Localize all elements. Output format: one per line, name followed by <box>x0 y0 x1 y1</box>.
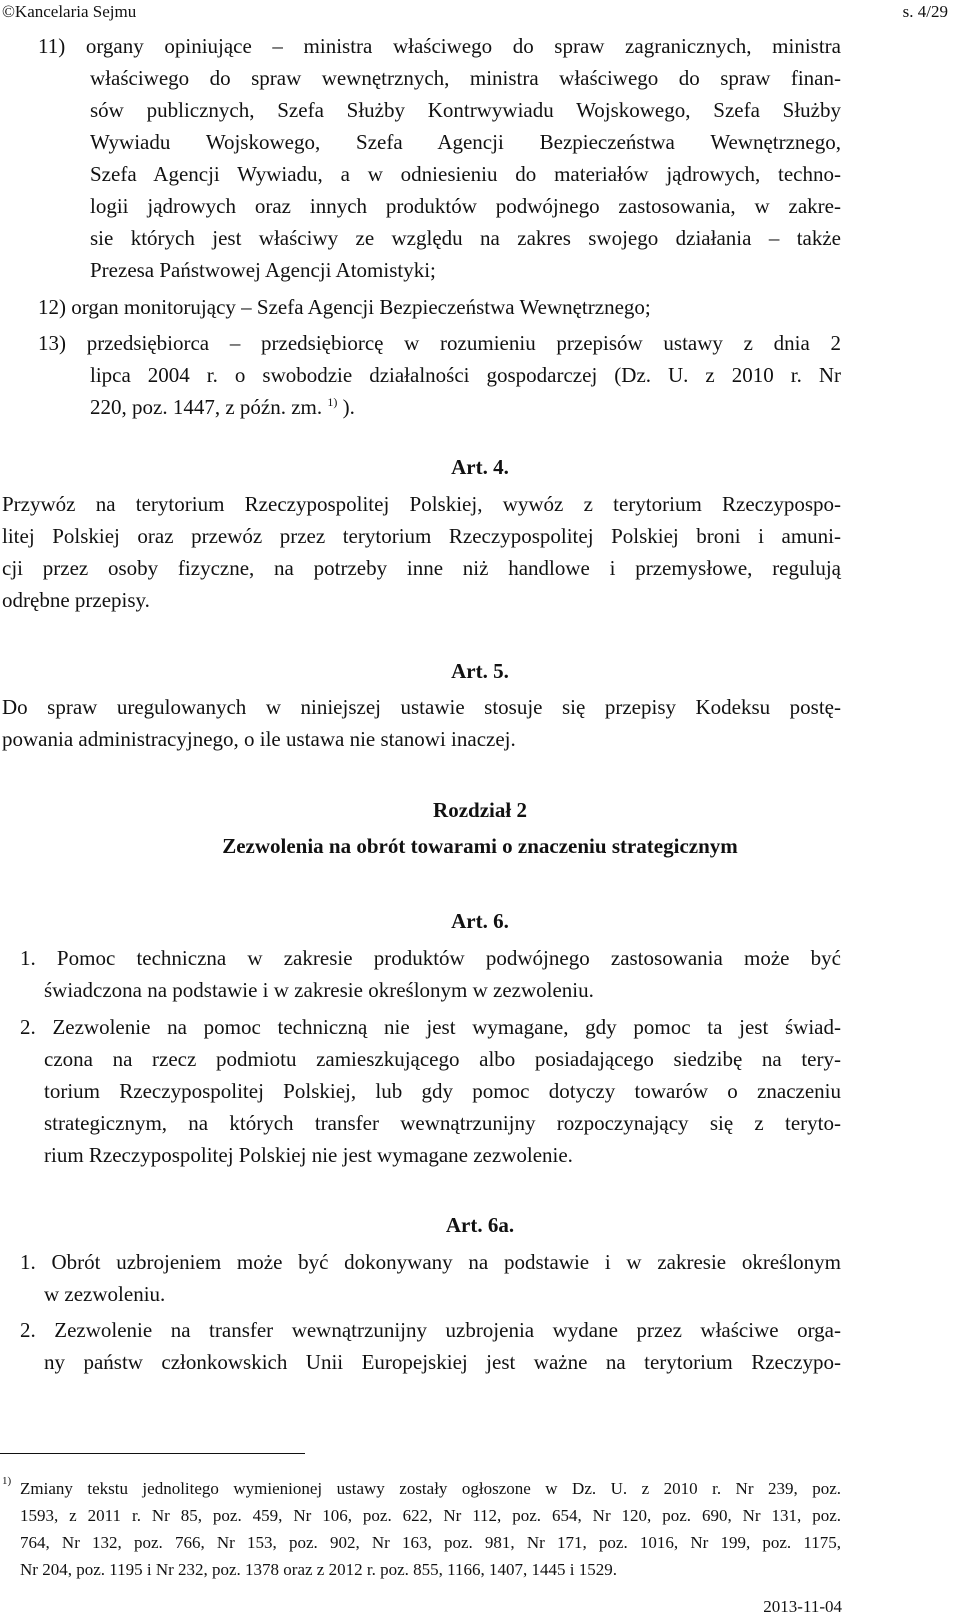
article-6a-title: Art. 6a. <box>445 1213 515 1237</box>
copyright-label: ©Kancelaria Sejmu <box>2 2 137 21</box>
text-line: cji przez osoby fizyczne, na potrzeby inne niż handlowe i przemysłowe, regulują <box>2 556 841 580</box>
text-line: 1. Obrót uzbrojeniem może być dokonywany na podstawie i w zakresie określonym <box>20 1250 841 1274</box>
text-line: Przywóz na terytorium Rzeczypospolitej Polskiej, wywóz z terytorium Rzeczypospo- <box>2 492 841 516</box>
footnote-reference: 1) <box>327 395 338 409</box>
text-line: litej Polskiej oraz przewóz przez terytorium Rzeczypospolitej Polskiej broni i amuni- <box>2 524 841 548</box>
text-line: strategicznym, na których transfer wewnątrzunijny rozpoczynający się z teryto- <box>44 1111 841 1135</box>
text-line <box>90 397 355 418</box>
chapter-subtitle: Zezwolenia na obrót towarami o znaczeniu strategicznym <box>222 834 738 858</box>
footnote-separator <box>0 1453 305 1454</box>
text-line: 13) przedsiębiorca – przedsiębiorcę w rozumieniu przepisów ustawy z dnia 2 <box>38 331 841 355</box>
text-line: świadczona na podstawie i w zakresie określonym w zezwoleniu. <box>44 978 594 1002</box>
text-line: lipca 2004 r. o swobodzie działalności gospodarczej (Dz. U. z 2010 r. Nr <box>90 363 841 387</box>
text-line: Prezesa Państwowej Agencji Atomistyki; <box>90 258 436 282</box>
item-12: 12) organ monitorujący – Szefa Agencji Bezpieczeństwa Wewnętrznego; <box>38 295 651 319</box>
footnote-line: 1593, z 2011 r. Nr 85, poz. 459, Nr 106, poz. 622, Nr 112, poz. 654, Nr 120, poz. 690, Nr 131, poz. <box>20 1506 841 1525</box>
footnote-line: 764, Nr 132, poz. 766, Nr 153, poz. 902, Nr 163, poz. 981, Nr 171, poz. 1016, Nr 199, poz. 1175, <box>20 1533 841 1552</box>
text-span: 220, poz. 1447, z późn. zm. <box>90 395 323 419</box>
text-line: 11) organy opiniujące – ministra właściwego do spraw zagranicznych, ministra <box>38 34 841 58</box>
footnote-line: Zmiany tekstu jednolitego wymienionej ustawy zostały ogłoszone w Dz. U. z 2010 r. Nr 239, poz. <box>20 1479 841 1498</box>
text-line: czona na rzecz podmiotu zamieszkującego albo posiadającego siedzibę na tery- <box>44 1047 841 1071</box>
page-number: s. 4/29 <box>902 2 948 21</box>
text-line: właściwego do spraw wewnętrznych, ministra właściwego do spraw finan- <box>90 66 841 90</box>
text-span: ). <box>342 395 355 419</box>
footnote-mark: 1) <box>2 1475 12 1487</box>
document-date: 2013-11-04 <box>763 1597 842 1616</box>
text-line: sie których jest właściwy ze względu na zakres swojego działania – także <box>90 226 841 250</box>
chapter-title: Rozdział 2 <box>433 798 527 822</box>
text-line: logii jądrowych oraz innych produktów podwójnego zastosowania, w zakre- <box>90 194 841 218</box>
text-line: rium Rzeczypospolitej Polskiej nie jest wymagane zezwolenie. <box>44 1143 573 1167</box>
text-line: odrębne przepisy. <box>2 588 150 612</box>
text-line: powania administracyjnego, o ile ustawa nie stanowi inaczej. <box>2 727 516 751</box>
article-6-title: Art. 6. <box>451 909 509 933</box>
text-line: Wywiadu Wojskowego, Szefa Agencji Bezpieczeństwa Wewnętrznego, <box>90 130 841 154</box>
text-line: sów publicznych, Szefa Służby Kontrwywiadu Wojskowego, Szefa Służby <box>90 98 841 122</box>
text-line: 2. Zezwolenie na transfer wewnątrzunijny uzbrojenia wydane przez właściwe orga- <box>20 1318 841 1342</box>
text-line: Do spraw uregulowanych w niniejszej ustawie stosuje się przepisy Kodeksu postę- <box>2 695 841 719</box>
text-line: 1. Pomoc techniczna w zakresie produktów podwójnego zastosowania może być <box>20 946 841 970</box>
footnote-line: Nr 204, poz. 1195 i Nr 232, poz. 1378 oraz z 2012 r. poz. 855, 1166, 1407, 1445 i 1529. <box>20 1560 617 1579</box>
text-line: w zezwoleniu. <box>44 1282 166 1306</box>
text-line: ny państw członkowskich Unii Europejskiej jest ważne na terytorium Rzeczypo- <box>44 1350 841 1374</box>
text-line: 2. Zezwolenie na pomoc techniczną nie jest wymagane, gdy pomoc ta jest świad- <box>20 1015 841 1039</box>
article-4-title: Art. 4. <box>451 455 509 479</box>
text-line: torium Rzeczypospolitej Polskiej, lub gdy pomoc dotyczy towarów o znaczeniu <box>44 1079 841 1103</box>
text-line: Szefa Agencji Wywiadu, a w odniesieniu do materiałów jądrowych, techno- <box>90 162 841 186</box>
article-5-title: Art. 5. <box>451 659 509 683</box>
